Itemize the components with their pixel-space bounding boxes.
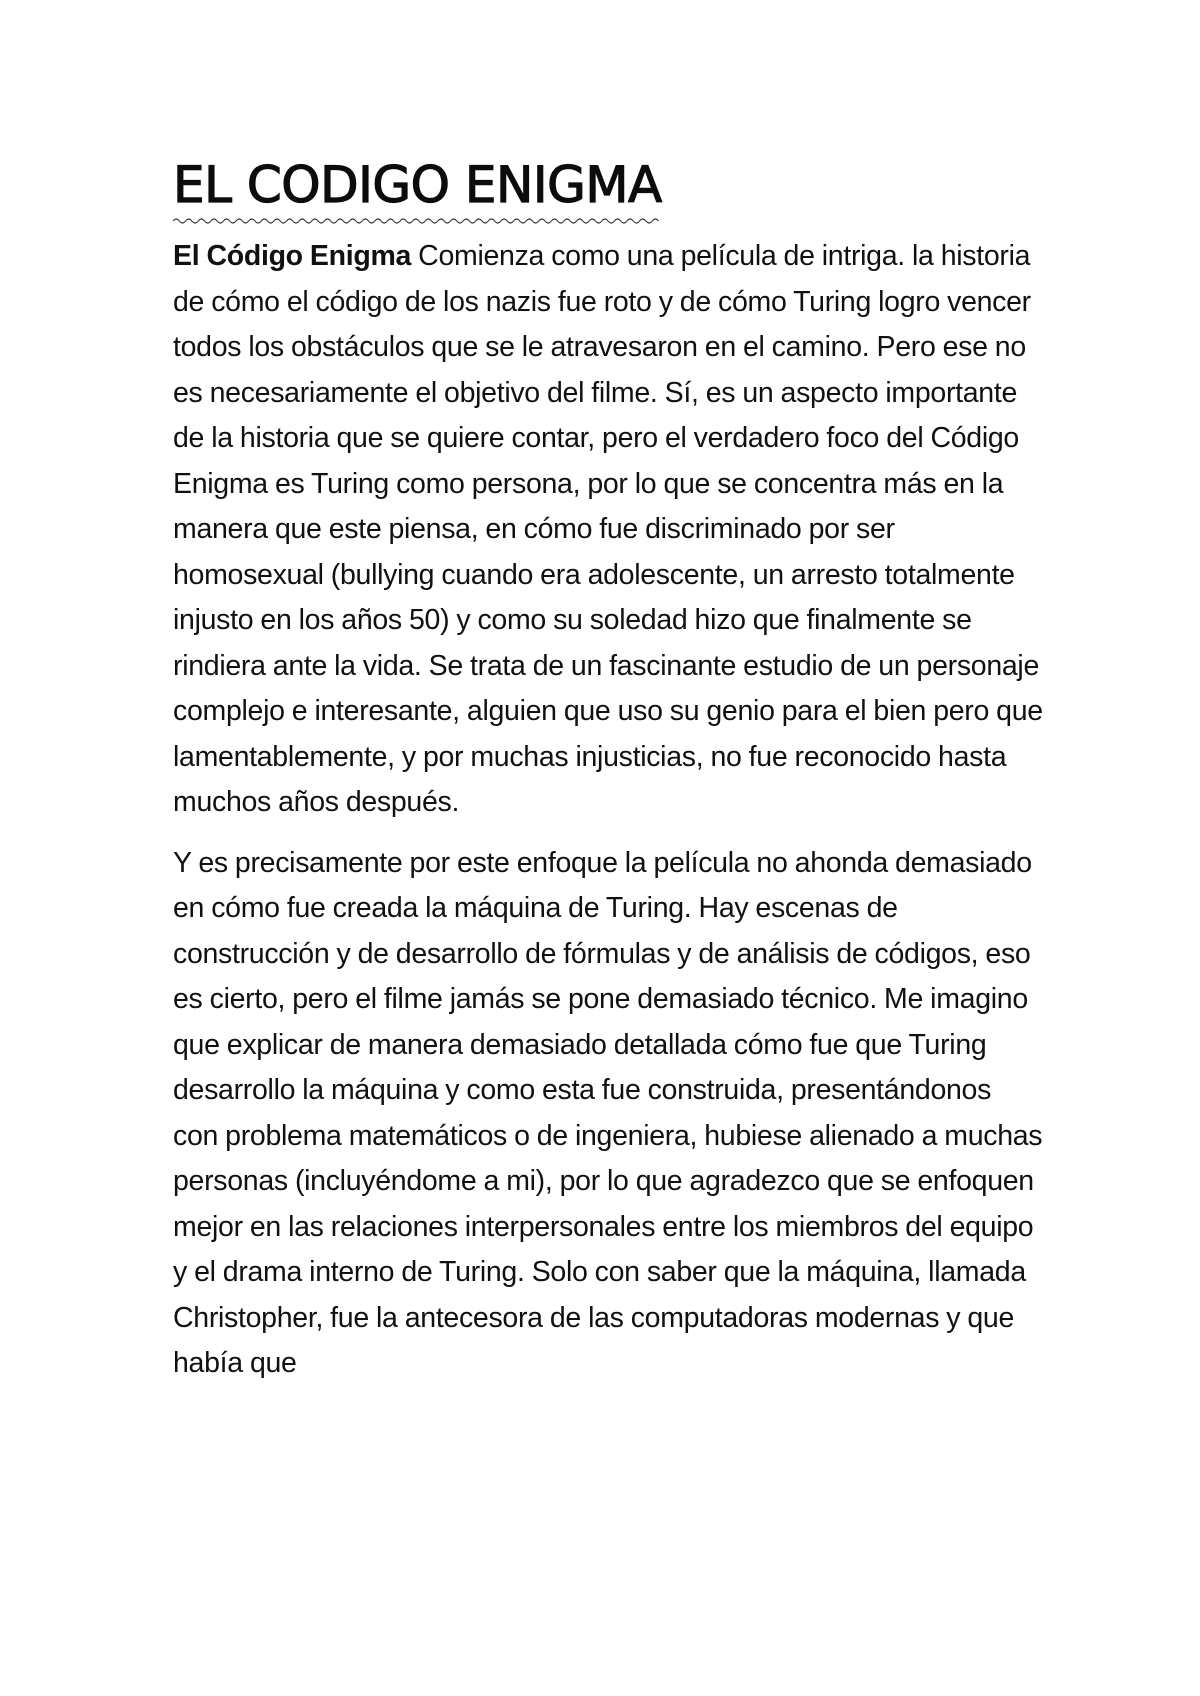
paragraph-text: Comienza como una película de intriga. la historia de cómo el código de los nazis fue roto y de cómo Turing logro vencer todos los obstáculos que se le atravesaron en el camino. Pero ese no es necesariamente el objetivo del filme. Sí, es un aspecto importante de la historia que se quiere contar, pero el verdadero foco del Código Enigma es Turing como persona, por lo que se concentra más en la manera que este piensa, en cómo fue discriminado por ser homosexual (bullying cuando era adolescente, un arresto totalmente injusto en los años 50) y como su soledad hizo que finalmente se rindiera ante la vida. Se trata de un fascinante estudio de un personaje complejo e interesante, alguien que uso su genio para el bien pero que lamentablemente, y por muchas injusticias, no fue reconocido hasta muchos años después. — [173, 240, 1043, 818]
document-body — [173, 150, 1043, 1402]
spellcheck-underline — [173, 216, 662, 226]
paragraph — [173, 841, 1043, 1387]
paragraph-text: Y es precisamente por este enfoque la película no ahonda demasiado en cómo fue creada la máquina de Turing. Hay escenas de construcción y de desarrollo de fórmulas y de análisis de códigos, eso es cierto, pero el filme jamás se pone demasiado técnico. Me imagino que explicar de manera demasiado detallada cómo fue que Turing desarrollo la máquina y como esta fue construida, presentándonos con problema matemáticos o de ingeniera, hubiese alienado a muchas personas (incluyéndome a mi), por lo que agradezco que se enfoquen mejor en las relaciones interpersonales entre los miembros del equipo y el drama interno de Turing. Solo con saber que la máquina, llamada Christopher, fue la antecesora de las computadoras modernas y que había que — [173, 846, 1043, 1379]
title-block — [173, 150, 662, 220]
document-title: EL CODIGO ENIGMA — [173, 156, 662, 214]
paragraph — [173, 234, 1043, 826]
paragraph-lead: El Código Enigma — [173, 240, 412, 272]
